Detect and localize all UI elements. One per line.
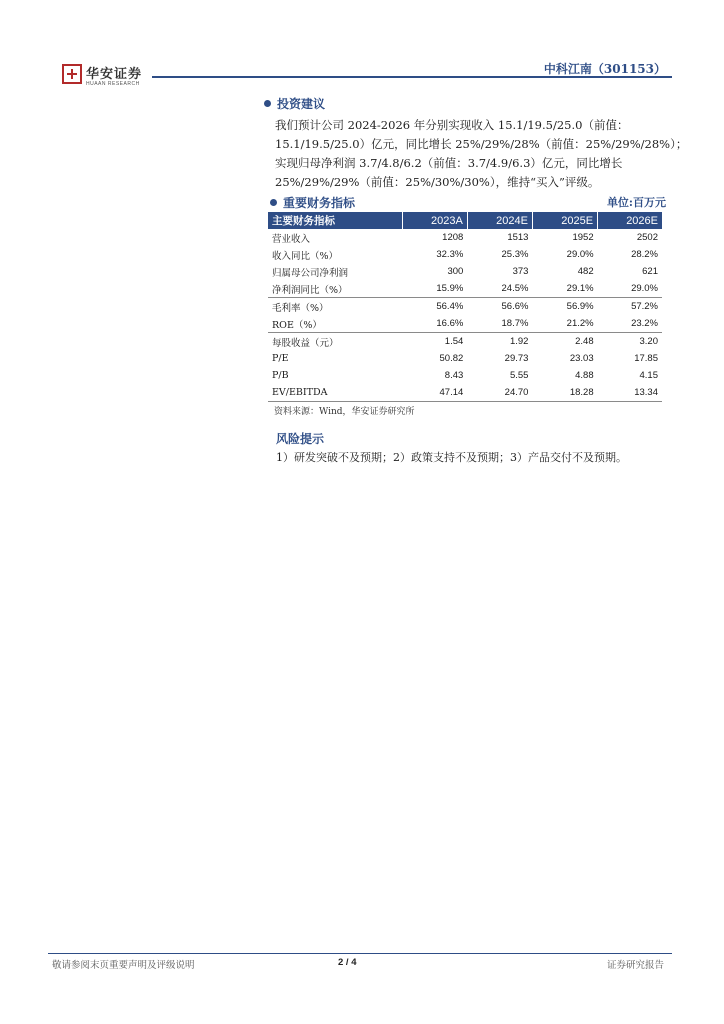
table-cell: 29.1%	[566, 283, 594, 294]
table-cell: 1.92	[467, 333, 532, 351]
table-row	[268, 263, 662, 280]
table-cell: 1.54	[402, 333, 467, 351]
row-label: EV/EBITDA	[268, 384, 402, 402]
table-header-row	[268, 212, 662, 229]
table-cell: 28.2%	[631, 249, 658, 260]
table-cell: 21.2%	[566, 318, 594, 329]
table-cell: 8.43	[444, 370, 464, 381]
table-source-note: 资料来源：Wind，华安证券研究所	[274, 407, 415, 417]
logo-emblem-icon	[62, 64, 82, 84]
header-divider	[152, 76, 672, 78]
table-cell: 47.14	[402, 384, 467, 402]
table-cell: 32.3%	[436, 249, 464, 260]
row-label: ROE（%）	[272, 319, 322, 331]
table-row	[268, 280, 662, 298]
table-cell: 29.73	[504, 353, 529, 364]
table-cell: 17.85	[634, 353, 658, 364]
table-cell: 1208	[442, 232, 464, 243]
bullet-icon	[270, 199, 277, 206]
row-label: 每股收益（元）	[268, 333, 402, 351]
table-cell: 373	[512, 266, 529, 277]
table-cell: 4.88	[575, 370, 594, 381]
column-header: 2025E	[532, 212, 597, 229]
invest-heading-text: 投资建议	[277, 97, 326, 111]
financial-table	[268, 212, 662, 402]
table-row	[268, 333, 662, 351]
table-cell: 56.6%	[467, 298, 532, 316]
risk-heading: 风险提示	[276, 432, 325, 446]
table-cell: 621	[642, 266, 658, 277]
row-label: P/B	[272, 370, 289, 381]
bullet-icon	[264, 100, 271, 107]
table-row	[268, 229, 662, 246]
risk-text: 1）研发突破不及预期；2）政策支持不及预期；3）产品交付不及预期。	[276, 451, 627, 464]
invest-line: 25%/29%/29%（前值：25%/30%/30%），维持“买入”评级。	[275, 175, 600, 189]
table-cell: 56.9%	[532, 298, 597, 316]
invest-paragraph	[275, 116, 688, 192]
table-cell: 1952	[572, 232, 594, 243]
column-header: 2024E	[467, 212, 532, 229]
invest-line: 我们预计公司 2024-2026 年分别实现收入 15.1/19.5/25.0（前值：	[275, 118, 629, 132]
table-cell: 25.3%	[501, 249, 529, 260]
table-cell: 29.0%	[566, 249, 594, 260]
table-cell: 57.2%	[598, 298, 662, 316]
table-row	[268, 384, 662, 402]
table-cell: 4.15	[639, 370, 658, 381]
table-cell: 50.82	[439, 353, 464, 364]
table-cell: 18.7%	[501, 318, 529, 329]
row-label: 归属母公司净利润	[272, 267, 349, 279]
report-header-title: 中科江南（301153）	[543, 62, 666, 76]
table-cell: 300	[447, 266, 464, 277]
invest-heading	[264, 95, 325, 112]
column-header: 2023A	[402, 212, 467, 229]
table-cell: 16.6%	[436, 318, 464, 329]
footer-report-type: 证券研究报告	[606, 960, 664, 971]
column-header: 主要财务指标	[268, 212, 402, 229]
table-cell: 2.48	[532, 333, 597, 351]
table-cell: 2502	[636, 232, 658, 243]
logo-chinese-name: 华安证券	[86, 67, 143, 82]
row-label: 营业收入	[272, 233, 311, 245]
company-logo	[62, 64, 154, 92]
logo-english-name: HUAAN RESEARCH	[86, 81, 140, 87]
table-cell: 56.4%	[402, 298, 467, 316]
table-cell: 18.28	[532, 384, 597, 402]
row-label: 毛利率（%）	[268, 298, 402, 316]
invest-line: 实现归母净利润 3.7/4.8/6.2（前值：3.7/4.9/6.3）亿元，同比增长	[275, 156, 623, 170]
financial-heading-text: 重要财务指标	[283, 196, 356, 210]
page-number: 2 / 4	[338, 957, 357, 968]
table-row	[268, 367, 662, 384]
column-header: 2026E	[598, 212, 662, 229]
table-cell: 15.9%	[436, 283, 464, 294]
table-row	[268, 246, 662, 263]
footer-divider	[48, 953, 672, 954]
table-row	[268, 315, 662, 333]
table-cell: 482	[577, 266, 594, 277]
table-cell: 24.5%	[501, 283, 529, 294]
row-label: P/E	[272, 353, 289, 364]
unit-label: 单位:百万元	[606, 196, 666, 209]
footer-disclaimer-note: 敬请参阅末页重要声明及评级说明	[52, 960, 195, 971]
table-cell: 1513	[507, 232, 529, 243]
table-row	[268, 298, 662, 316]
table-row	[268, 350, 662, 367]
row-label: 收入同比（%）	[272, 250, 339, 262]
financial-heading	[270, 194, 355, 211]
table-cell: 13.34	[598, 384, 662, 402]
row-label: 净利润同比（%）	[272, 284, 348, 296]
table-cell: 5.55	[509, 370, 529, 381]
table-cell: 29.0%	[631, 283, 658, 294]
table-cell: 3.20	[598, 333, 662, 351]
table-cell: 23.2%	[631, 318, 658, 329]
table-cell: 24.70	[467, 384, 532, 402]
invest-line: 15.1/19.5/25.0）亿元，同比增长 25%/29%/28%（前值：25%/29%/28%）；	[275, 137, 688, 151]
table-cell: 23.03	[569, 353, 594, 364]
